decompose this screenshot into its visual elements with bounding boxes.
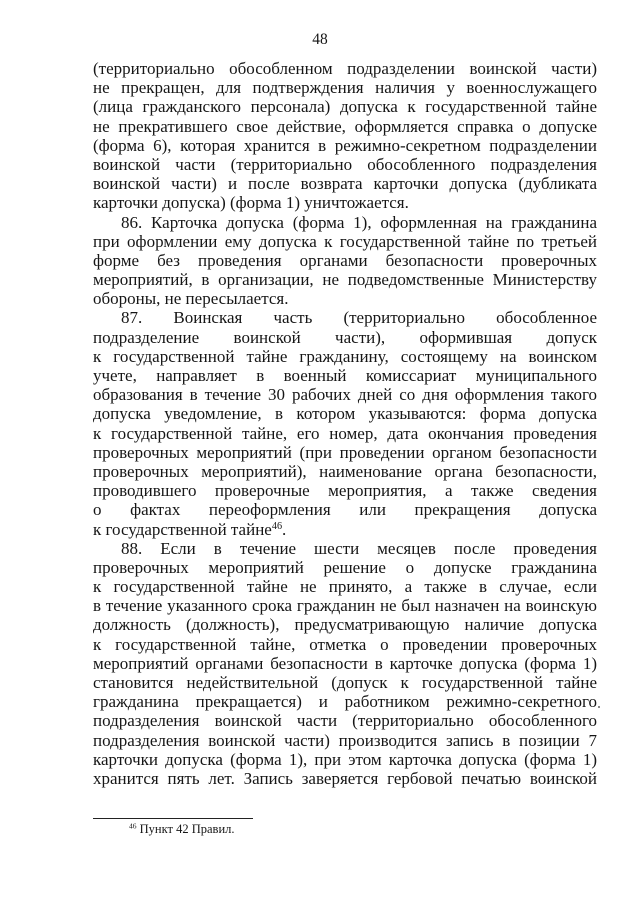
text-line: карточки допуска) (форма 1) уничтожается. <box>93 193 409 213</box>
text-line: форме без проведения органами безопасности проверочных <box>93 250 597 270</box>
sentence-period: . <box>282 519 287 539</box>
page-number: 48 <box>312 31 328 48</box>
text-line: к государственной тайне, отметка о проведении проверочных <box>93 634 597 654</box>
text-line: к государственной тайне, его номер, дата окончания проведения <box>93 423 597 443</box>
footnote-reference: 46 <box>271 520 283 532</box>
text-line: о фактах переоформления или прекращения допуска <box>93 500 597 520</box>
text-line: образования в течение 30 рабочих дней со дня оформления такого <box>93 385 597 405</box>
footnote-number: 46 <box>129 821 137 831</box>
text-line: подразделения воинской части) производится запись в позиции 7 <box>93 730 597 750</box>
text-line: проверочных мероприятий решение о допуске гражданина <box>93 557 597 577</box>
footnote-text: Пункт 42 Правил. <box>136 822 235 836</box>
text-line-with-footnote <box>93 520 597 539</box>
text-line: (территориально обособленном подразделении воинской части) <box>93 59 597 78</box>
text-line: допуска уведомление, в котором указываются: форма допуска <box>93 404 597 424</box>
text-line: при оформлении ему допуска к государственной тайне по третьей <box>93 231 597 251</box>
text-fragment: к государственной тайне <box>93 519 272 539</box>
text-line: проводившего проверочные мероприятия, а также сведения <box>93 481 597 501</box>
text-line: в течение указанного срока гражданин не был назначен на воинскую <box>93 596 597 616</box>
text-line: проверочных мероприятий (при проведении органом безопасности <box>93 442 597 462</box>
text-line: подразделения воинской части (территориально обособленного <box>93 711 597 731</box>
scan-speck <box>598 706 600 708</box>
text-line: мероприятий органами безопасности в карточке допуска (форма 1) <box>93 653 597 673</box>
text-line: обороны, не пересылается. <box>93 289 289 309</box>
footnote <box>129 822 235 837</box>
paragraph-86-line: 86. Карточка допуска (форма 1), оформленная на гражданина <box>121 212 597 232</box>
paragraph-88-line: 88. Если в течение шести месяцев после проведения <box>121 538 597 558</box>
text-line: хранится пять лет. Запись заверяется гербовой печатью воинской <box>93 768 597 788</box>
text-line: (форма 6), которая хранится в режимно-секретном подразделении <box>93 135 597 155</box>
text-line: не прекратившего свое действие, оформляется справка о допуске <box>93 116 597 136</box>
text-line: воинской части) и после возврата карточки допуска (дубликата <box>93 174 597 194</box>
text-line: не прекращен, для подтверждения наличия у военнослужащего <box>93 78 597 98</box>
text-line: должность (должность), предусматривающую наличие допуска <box>93 615 597 635</box>
text-line: карточки допуска (форма 1), при этом карточка допуска (форма 1) <box>93 749 597 769</box>
text-line: воинской части (территориально обособленного подразделения <box>93 154 597 174</box>
text-line: к государственной тайне гражданину, состоящему на воинском <box>93 346 597 366</box>
text-line: учете, направляет в военный комиссариат муниципального <box>93 366 597 385</box>
text-line: проверочных мероприятий), наименование органа безопасности, <box>93 461 597 481</box>
body-text <box>93 59 597 788</box>
text-line: гражданина прекращается) и работником режимно-секретного <box>93 692 597 712</box>
text-line: подразделение воинской части), оформившая допуск <box>93 327 597 347</box>
text-line: (лица гражданского персонала) допуска к государственной тайне <box>93 97 597 117</box>
text-line: становится недействительной (допуск к государственной тайне <box>93 673 597 692</box>
footnote-separator <box>93 818 253 819</box>
text-line: мероприятий, в организации, не подведомственные Министерству <box>93 270 597 290</box>
paragraph-87-line: 87. Воинская часть (территориально обособленное <box>121 308 597 328</box>
text-line: к государственной тайне не принято, а также в случае, если <box>93 577 597 597</box>
